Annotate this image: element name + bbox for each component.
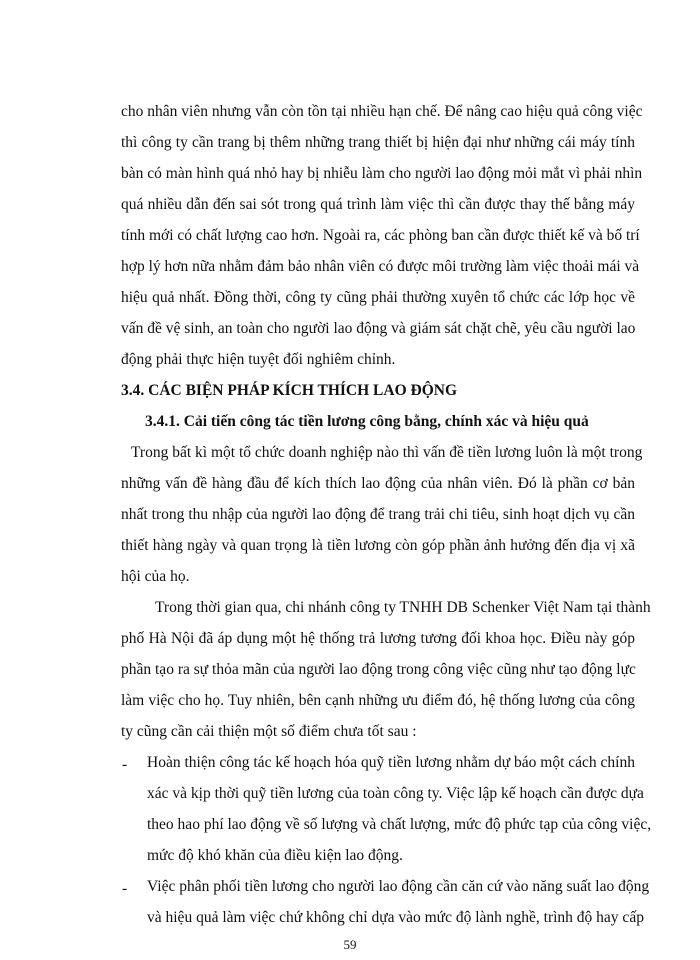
text-line: làm việc cho họ. Tuy nhiên, bên cạnh những ưu điểm đó, hệ thống lương của công [121, 692, 635, 709]
text-line: Việc phân phối tiền lương cho người lao động cần căn cứ vào năng suất lao động [147, 878, 650, 895]
bullet-dash-icon: - [122, 880, 128, 897]
text-line: Hoàn thiện công tác kế hoạch hóa quỹ tiền lương nhằm dự báo một cách chính [147, 754, 635, 771]
text-line: vấn đề vệ sinh, an toàn cho người lao động và giám sát chặt chẽ, yêu cầu người lao [121, 320, 636, 337]
text-line: mức độ khó khăn của điều kiện lao động. [147, 847, 403, 864]
text-line: hợp lý hơn nữa nhằm đảm bảo nhân viên có được môi trường làm việc thoải mái và [121, 258, 640, 275]
text-line: phố Hà Nội đã áp dụng một hệ thống trả lương tương đối khoa học. Điều này góp [121, 630, 635, 647]
text-line: hiệu quả nhất. Đồng thời, công ty cũng phải thường xuyên tổ chức các lớp học về [121, 289, 635, 306]
text-line: thiết hàng ngày và quan trọng là tiền lương còn góp phần ảnh hưởng đến địa vị xã [121, 537, 635, 554]
text-line: xác và kịp thời quỹ tiền lương của toàn công ty. Việc lập kế hoạch cần được dựa [147, 785, 644, 802]
subsection-heading: 3.4.1. Cải tiến công tác tiền lương công bằng, chính xác và hiệu quả [145, 413, 589, 430]
text-line: quá nhiều dẫn đến sai sót trong quá trình làm việc thì cần được thay thế bằng máy [121, 196, 635, 213]
text-line: tính mới có chất lượng cao hơn. Ngoài ra, các phòng ban cần được thiết kế và bố trí [121, 227, 640, 244]
section-heading: 3.4. CÁC BIỆN PHÁP KÍCH THÍCH LAO ĐỘNG [121, 382, 458, 399]
text-line: cho nhân viên nhưng vẫn còn tồn tại nhiều hạn chế. Để nâng cao hiệu quả công việc [121, 103, 643, 120]
text-line: bàn có màn hình quá nhỏ hay bị nhiễu làm cho người lao động mỏi mắt vì phải nhìn [121, 165, 643, 182]
page-number: 59 [343, 937, 357, 952]
text-line: thì công ty cần trang bị thêm những trang thiết bị hiện đại như những cái máy tính [121, 134, 635, 151]
text-line: động phải thực hiện tuyệt đối nghiêm chỉnh. [121, 351, 396, 368]
text-line: Trong bất kì một tổ chức doanh nghiệp nào thì vấn đề tiền lương luôn là một trong [131, 444, 643, 461]
text-line: Trong thời gian qua, chi nhánh công ty TNHH DB Schenker Việt Nam tại thành [155, 599, 651, 616]
text-line: hội của họ. [121, 568, 190, 585]
text-line: và hiệu quả làm việc chứ không chỉ dựa vào mức độ lành nghề, trình độ hay cấp [147, 909, 644, 926]
text-line: phần tạo ra sự thỏa mãn của người lao động trong công việc cũng như tạo động lực [121, 661, 636, 678]
text-line: ty cũng cần cải thiện một số điểm chưa tốt sau : [121, 723, 417, 740]
text-line: theo hao phí lao động về số lượng và chất lượng, mức độ phức tạp của công việc, [147, 816, 652, 833]
text-line: những vấn đề hàng đầu để kích thích lao động của nhân viên. Đó là phần cơ bản [121, 475, 635, 492]
bullet-dash-icon: - [122, 756, 128, 773]
text-line: nhất trong thu nhập của người lao động để trang trải chi tiêu, sinh hoạt dịch vụ cần [121, 506, 635, 523]
